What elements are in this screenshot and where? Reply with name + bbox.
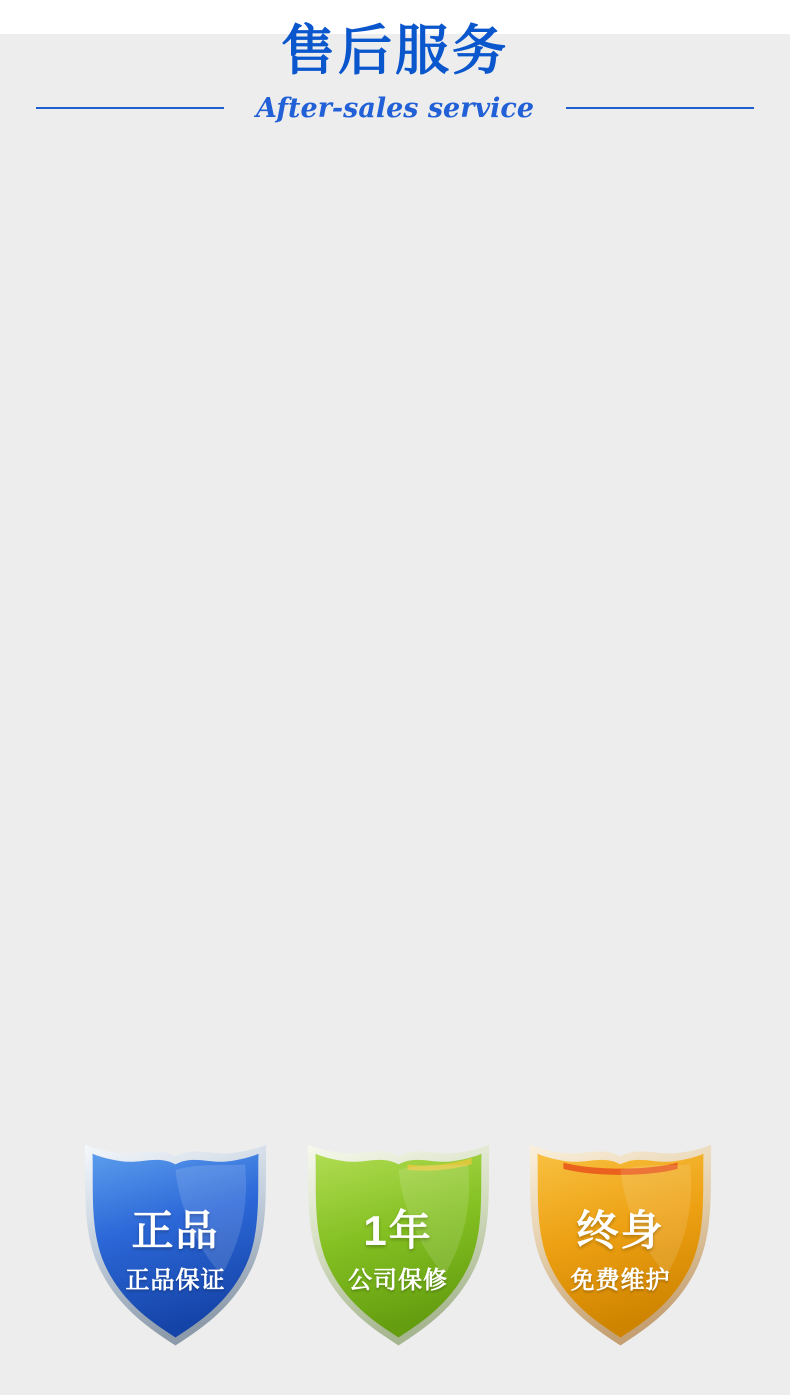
badge-genuine	[78, 1142, 273, 1350]
page-title: 售后服务	[281, 21, 509, 81]
badge-title: 正品	[131, 1207, 220, 1255]
divider-line-right	[566, 107, 754, 109]
badges-row	[0, 1142, 790, 1350]
badge-title: 1年	[363, 1207, 433, 1255]
subtitle-row	[0, 90, 790, 126]
badge-subtitle: 公司保修	[348, 1267, 448, 1295]
badge-lifetime-maintenance	[523, 1142, 718, 1350]
divider-line-left	[36, 107, 224, 109]
header	[0, 0, 790, 126]
badge-subtitle: 免费维护	[570, 1267, 671, 1295]
badge-subtitle: 正品保证	[125, 1267, 226, 1295]
badge-one-year-warranty	[301, 1142, 496, 1350]
badge-title: 终身	[576, 1207, 665, 1255]
page-subtitle: After-sales service	[255, 92, 535, 124]
